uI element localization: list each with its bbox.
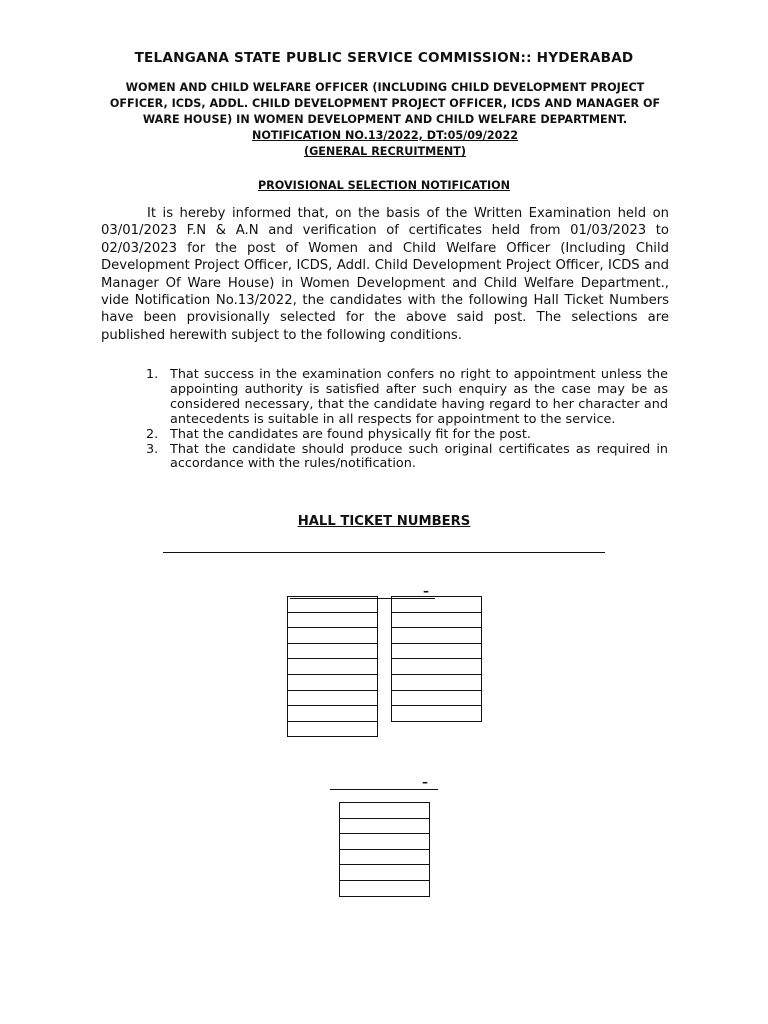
table-cell bbox=[392, 706, 482, 722]
table-row bbox=[288, 612, 378, 628]
table-cell bbox=[340, 880, 430, 896]
group-separator: – bbox=[422, 775, 428, 789]
intro-paragraph-text: It is hereby informed that, on the basis of the Written Examination held on 03/01/2023 F.N & A.N and verification of certificates held from 01/03/2023 to 02/03/2023 for the post of Women and Child Welfare Officer (Including Child Development Project Officer, ICDS, Addl. Child Development Project Officer, ICDS and Manager Of Ware House) in Women Development and Child Welfare Department., vide Notification No.13/2022, the candidates with the following Hall Ticket Numbers have been provisionally selected for the above said post. The selections are published herewith subject to the following conditions. bbox=[101, 206, 669, 343]
table-row bbox=[288, 628, 378, 644]
table-cell bbox=[288, 721, 378, 737]
table-row bbox=[288, 659, 378, 675]
post-line: WARE HOUSE) IN WOMEN DEVELOPMENT AND CHILD WELFARE DEPARTMENT. bbox=[142, 113, 628, 126]
list-item bbox=[146, 368, 668, 428]
table-cell bbox=[288, 612, 378, 628]
table-cell bbox=[340, 865, 430, 881]
hall-ticket-heading: HALL TICKET NUMBERS bbox=[297, 514, 471, 529]
table-cell bbox=[392, 597, 482, 613]
list-item-text: That the candidates are found physically fit for the post. bbox=[170, 426, 531, 442]
table-row bbox=[288, 721, 378, 737]
table-cell bbox=[288, 597, 378, 613]
hall-ticket-table bbox=[339, 802, 430, 897]
notification-number: NOTIFICATION NO.13/2022, DT:05/09/2022 bbox=[251, 129, 519, 142]
table-row bbox=[392, 628, 482, 644]
list-item-number: 1. bbox=[146, 367, 159, 382]
post-line: OFFICER, ICDS, ADDL. CHILD DEVELOPMENT PROJECT OFFICER, ICDS AND MANAGER OF bbox=[109, 97, 661, 110]
table-cell bbox=[288, 643, 378, 659]
table-row bbox=[288, 706, 378, 722]
table-row bbox=[340, 834, 430, 850]
table-row bbox=[392, 690, 482, 706]
table-row bbox=[392, 659, 482, 675]
table-cell bbox=[340, 818, 430, 834]
table-row bbox=[392, 597, 482, 613]
table-row bbox=[392, 706, 482, 722]
table-cell bbox=[288, 674, 378, 690]
table-cell bbox=[392, 674, 482, 690]
table-row bbox=[340, 803, 430, 819]
table-row bbox=[288, 674, 378, 690]
table-row bbox=[340, 865, 430, 881]
table-cell bbox=[392, 690, 482, 706]
table-cell bbox=[392, 659, 482, 675]
recruitment-type: (GENERAL RECRUITMENT) bbox=[303, 145, 467, 158]
table-cell bbox=[392, 612, 482, 628]
intro-paragraph bbox=[101, 205, 669, 344]
table-cell bbox=[288, 628, 378, 644]
table-cell bbox=[392, 628, 482, 644]
table-cell bbox=[340, 849, 430, 865]
table-cell bbox=[340, 834, 430, 850]
hall-ticket-table bbox=[391, 596, 482, 722]
table-row bbox=[340, 849, 430, 865]
table-cell bbox=[288, 690, 378, 706]
list-item-number: 3. bbox=[146, 441, 159, 457]
post-line: WOMEN AND CHILD WELFARE OFFICER (INCLUDING CHILD DEVELOPMENT PROJECT bbox=[125, 81, 645, 94]
list-item-number: 2. bbox=[146, 426, 159, 442]
conditions-list bbox=[146, 368, 668, 472]
post-description bbox=[90, 80, 680, 160]
table-cell bbox=[392, 643, 482, 659]
hall-ticket-table bbox=[287, 596, 378, 737]
table-cell bbox=[288, 706, 378, 722]
section-heading: PROVISIONAL SELECTION NOTIFICATION bbox=[257, 179, 510, 192]
list-item-text: That the candidate should produce such original certificates as required in accordance with the rules/notification. bbox=[170, 441, 668, 472]
table-row bbox=[392, 643, 482, 659]
table-cell bbox=[340, 803, 430, 819]
table-cell bbox=[288, 659, 378, 675]
table-row bbox=[392, 674, 482, 690]
group-separator: – bbox=[423, 584, 429, 598]
table-row bbox=[340, 880, 430, 896]
table-row bbox=[288, 643, 378, 659]
divider bbox=[163, 552, 605, 553]
list-item bbox=[146, 428, 668, 443]
list-item-text: That success in the examination confers no right to appointment unless the appointing authority is satisfied after such enquiry as the case may be as considered necessary, that the candidate having regard to her character and antecedents is suitable in all respects for appointment to the service. bbox=[170, 367, 668, 427]
group-label bbox=[330, 775, 438, 790]
list-item bbox=[146, 443, 668, 473]
page-title: TELANGANA STATE PUBLIC SERVICE COMMISSION:: HYDERABAD bbox=[134, 50, 634, 66]
table-row bbox=[288, 597, 378, 613]
table-row bbox=[392, 612, 482, 628]
table-row bbox=[288, 690, 378, 706]
table-row bbox=[340, 818, 430, 834]
